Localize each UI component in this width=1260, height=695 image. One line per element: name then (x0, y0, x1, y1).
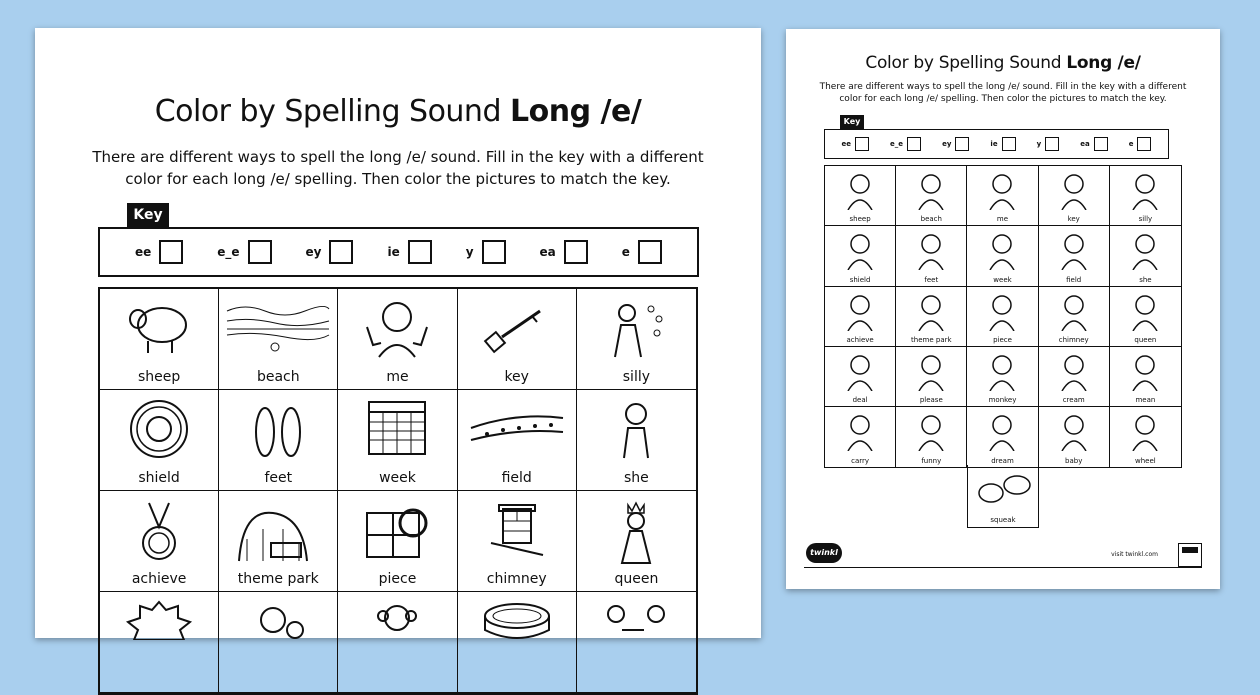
page-title (786, 53, 1220, 73)
picture-cell[interactable] (967, 407, 1038, 467)
color-swatch-box[interactable] (159, 240, 183, 264)
picture-cell[interactable] (577, 289, 696, 390)
picture-cell[interactable] (967, 465, 1039, 528)
picture-cell[interactable] (825, 407, 896, 467)
picture-word: dream (991, 457, 1014, 466)
key-spelling: e_e (890, 140, 904, 148)
key-item (842, 137, 870, 151)
picture-icon (1123, 230, 1167, 270)
instructions-text: There are different ways to spell the long /e/ sound. Fill in the key with a different color for each long /e/ spelling. Then color the pictures to match the key. (92, 148, 704, 188)
key-item (540, 240, 588, 264)
key-item (942, 137, 969, 151)
picture-cell[interactable] (1039, 347, 1110, 407)
picture-word: theme park (237, 571, 319, 587)
picture-cell[interactable] (1039, 226, 1110, 286)
key-spelling: ea (539, 245, 556, 259)
picture-cell[interactable] (219, 592, 338, 693)
picture-word: queen (1134, 335, 1157, 344)
key-item (135, 240, 183, 264)
picture-icon (980, 351, 1024, 391)
mouse-icon (973, 471, 1033, 507)
chimney-icon (487, 499, 547, 565)
picture-icon (909, 411, 953, 451)
discount-burst-icon (124, 600, 194, 640)
picture-icon (1052, 411, 1096, 451)
picture-cell[interactable] (1110, 287, 1181, 347)
picture-icon (1123, 411, 1167, 451)
picture-icon (1123, 351, 1167, 391)
picture-icon (980, 230, 1024, 270)
picture-cell[interactable] (577, 491, 696, 592)
picture-word: queen (614, 571, 659, 587)
picture-cell[interactable] (338, 592, 457, 693)
picture-cell[interactable] (1039, 166, 1110, 226)
picture-word: squeak (990, 516, 1016, 524)
title-bold: Long /e/ (510, 94, 642, 129)
picture-word: field (501, 470, 532, 486)
key-icon (482, 297, 552, 357)
picture-cell[interactable] (458, 289, 577, 390)
picture-cell[interactable] (967, 226, 1038, 286)
picture-word: sheep (849, 215, 871, 224)
key-spelling: y (465, 245, 474, 259)
picture-icon (909, 170, 953, 210)
picture-cell[interactable] (896, 287, 967, 347)
sheep-icon (124, 297, 194, 357)
worksheet-page-full (786, 29, 1220, 589)
color-swatch-box[interactable] (855, 137, 869, 151)
badge-icon (1178, 543, 1202, 567)
girl-with-flowers-icon (243, 600, 313, 640)
picture-icon (838, 291, 882, 331)
medal-icon (129, 499, 189, 565)
picture-cell[interactable] (1039, 407, 1110, 467)
key-spelling: ie (387, 245, 400, 259)
picture-word: me (386, 369, 409, 385)
picture-icon (980, 411, 1024, 451)
picture-icon (838, 351, 882, 391)
shield-icon (127, 398, 191, 460)
picture-cell[interactable] (825, 287, 896, 347)
girl-icon (606, 398, 666, 460)
color-swatch-box[interactable] (1137, 137, 1151, 151)
key-item (217, 240, 271, 264)
picture-word: mean (1135, 396, 1156, 405)
color-swatch-box[interactable] (907, 137, 921, 151)
key-item (466, 240, 506, 264)
calendar-icon (357, 398, 437, 460)
picture-word: chimney (1058, 335, 1089, 344)
picture-cell[interactable] (1039, 287, 1110, 347)
picture-cell[interactable] (896, 407, 967, 467)
picture-word: feet (264, 470, 293, 486)
key-spelling: ie (990, 140, 998, 148)
picture-cell[interactable] (1110, 407, 1181, 467)
picture-word: wheel (1135, 457, 1156, 466)
picture-word: me (996, 215, 1009, 224)
picture-cell[interactable] (577, 390, 696, 491)
picture-word: silly (1138, 215, 1153, 224)
picture-icon (980, 170, 1024, 210)
picture-grid (824, 165, 1182, 468)
picture-cell[interactable] (967, 347, 1038, 407)
picture-icon (980, 291, 1024, 331)
picture-word: monkey (988, 396, 1017, 405)
key-item (990, 137, 1015, 151)
juggling-girl-icon (601, 297, 671, 359)
picture-word: feet (924, 275, 939, 284)
picture-word: shield (849, 275, 871, 284)
color-swatch-box[interactable] (248, 240, 272, 264)
footer-divider (804, 567, 1202, 568)
picture-cell[interactable] (1110, 347, 1181, 407)
beach-icon (225, 297, 331, 357)
picture-word: achieve (846, 335, 874, 344)
key-spelling: e_e (217, 245, 240, 259)
cream-bowl-icon (477, 600, 557, 640)
brand-logo[interactable]: twinkl (806, 543, 842, 563)
picture-word: beach (256, 369, 300, 385)
picture-icon (909, 230, 953, 270)
picture-cell[interactable] (338, 390, 457, 491)
color-swatch-box[interactable] (1045, 137, 1059, 151)
color-key (98, 227, 699, 277)
picture-cell[interactable] (458, 592, 577, 693)
title-prefix: Color by Spelling Sound (865, 53, 1062, 73)
picture-cell[interactable] (100, 491, 219, 592)
picture-word: she (624, 470, 649, 486)
picture-cell[interactable] (1110, 226, 1181, 286)
picture-word: shield (138, 470, 180, 486)
picture-cell[interactable] (458, 491, 577, 592)
key-item (306, 240, 354, 264)
picture-cell[interactable] (219, 491, 338, 592)
picture-word: silly (622, 369, 651, 385)
picture-word: funny (921, 457, 942, 466)
title-prefix: Color by Spelling Sound (154, 94, 501, 129)
key-spelling: ey (942, 140, 952, 148)
color-swatch-box[interactable] (482, 240, 506, 264)
picture-cell[interactable] (458, 390, 577, 491)
puzzle-piece-icon (357, 499, 437, 565)
picture-icon (909, 291, 953, 331)
picture-word: key (504, 369, 529, 385)
picture-word: field (1066, 275, 1082, 284)
color-swatch-box[interactable] (955, 137, 969, 151)
picture-word: key (1067, 215, 1080, 224)
boy-icon (357, 297, 437, 359)
color-swatch-box[interactable] (408, 240, 432, 264)
picture-word: sheep (137, 369, 181, 385)
picture-cell[interactable] (896, 226, 967, 286)
picture-word: beach (920, 215, 942, 224)
picture-word: achieve (131, 571, 187, 587)
picture-icon (1052, 170, 1096, 210)
color-swatch-box[interactable] (638, 240, 662, 264)
picture-cell[interactable] (338, 491, 457, 592)
key-spelling: ea (1080, 140, 1090, 148)
picture-grid (98, 287, 698, 695)
picture-cell[interactable] (825, 166, 896, 226)
key-item (622, 240, 662, 264)
queen-icon (606, 499, 666, 565)
picture-cell[interactable] (219, 289, 338, 390)
key-item (890, 137, 921, 151)
picture-icon (1052, 351, 1096, 391)
picture-cell[interactable] (1110, 166, 1181, 226)
color-swatch-box[interactable] (1002, 137, 1016, 151)
picture-icon (909, 351, 953, 391)
key-spelling: ee (134, 245, 152, 259)
picture-word: piece (378, 571, 417, 587)
feet-icon (243, 398, 313, 460)
picture-icon (838, 170, 882, 210)
picture-word: please (919, 396, 943, 405)
picture-icon (838, 230, 882, 270)
key-spelling: y (1036, 140, 1042, 148)
picture-cell[interactable] (967, 166, 1038, 226)
picture-cell[interactable] (896, 347, 967, 407)
picture-cell[interactable] (896, 166, 967, 226)
picture-word: week (379, 470, 416, 486)
picture-word: carry (851, 457, 870, 466)
picture-icon (1052, 291, 1096, 331)
picture-cell[interactable] (338, 289, 457, 390)
picture-word: piece (993, 335, 1012, 344)
picture-cell[interactable] (577, 592, 696, 693)
key-label: Key (840, 115, 864, 129)
picture-cell[interactable] (100, 390, 219, 491)
picture-cell[interactable] (967, 287, 1038, 347)
title-bold: Long /e/ (1066, 53, 1141, 73)
key-label: Key (127, 203, 169, 227)
picture-word: baby (1065, 457, 1083, 466)
footer-url[interactable]: visit twinkl.com (1111, 551, 1158, 558)
picture-cell[interactable] (219, 390, 338, 491)
key-item (1037, 137, 1060, 151)
picture-word: week (993, 275, 1012, 284)
field-icon (467, 398, 567, 458)
picture-icon (1052, 230, 1096, 270)
key-item (387, 240, 431, 264)
key-spelling: ey (305, 245, 322, 259)
picture-icon (838, 411, 882, 451)
key-spelling: ee (841, 140, 852, 148)
key-spelling: e (621, 245, 630, 259)
picture-word: cream (1062, 396, 1085, 405)
picture-word: theme park (911, 335, 952, 344)
instructions-text: There are different ways to spell the long /e/ sound. Fill in the key with a different color for each long /e/ spelling. Then color the pictures to match the key. (819, 82, 1187, 104)
page-title (35, 94, 761, 129)
picture-cell[interactable] (100, 289, 219, 390)
picture-cell[interactable] (825, 347, 896, 407)
key-item (1080, 137, 1107, 151)
picture-word: chimney (486, 571, 547, 587)
picture-icon (1123, 170, 1167, 210)
key-spelling: e (1128, 140, 1134, 148)
worksheet-page-zoomed (35, 28, 761, 638)
pointing-kids-icon (596, 600, 676, 640)
color-swatch-box[interactable] (564, 240, 588, 264)
key-item (1129, 137, 1152, 151)
picture-cell[interactable] (100, 592, 219, 693)
color-swatch-box[interactable] (1094, 137, 1108, 151)
picture-word: she (1139, 275, 1152, 284)
picture-cell[interactable] (825, 226, 896, 286)
color-swatch-box[interactable] (329, 240, 353, 264)
picture-icon (1123, 291, 1167, 331)
monkey-icon (367, 600, 427, 640)
color-key (824, 129, 1169, 159)
picture-word: deal (852, 396, 868, 405)
roller-coaster-icon (233, 499, 323, 565)
